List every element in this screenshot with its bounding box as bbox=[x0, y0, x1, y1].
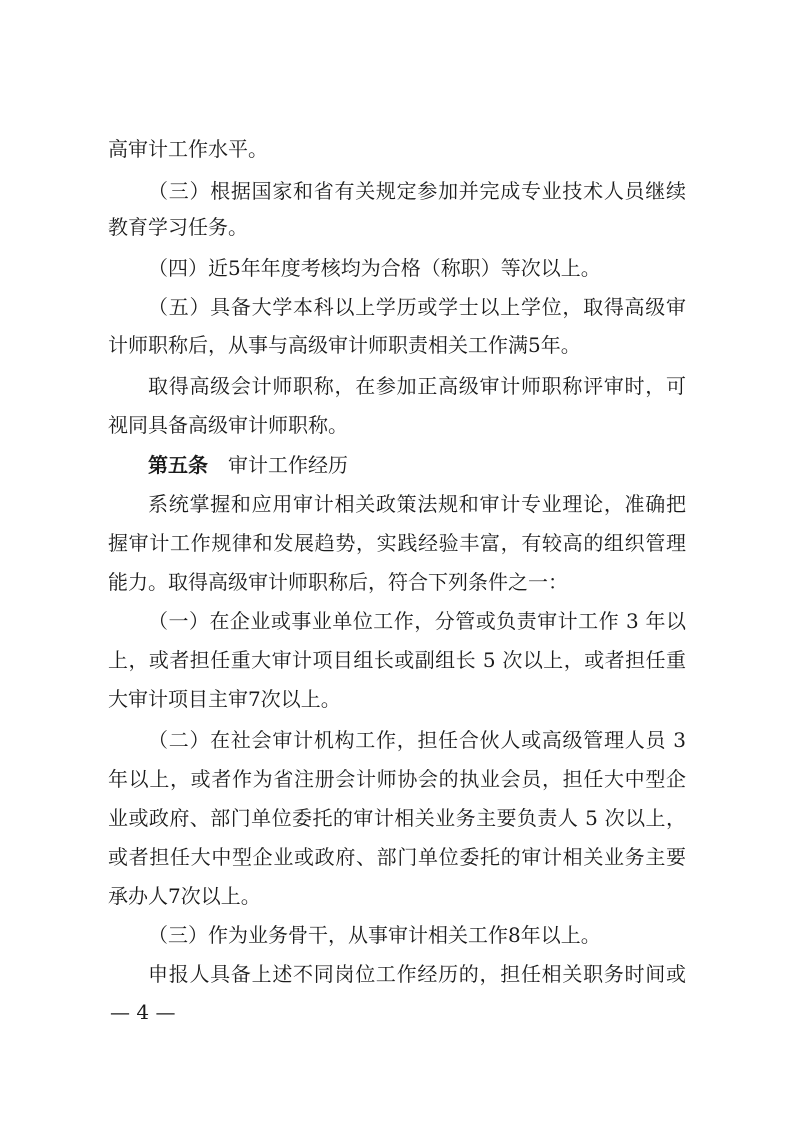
paragraph-line: （三）根据国家和省有关规定参加并完成专业技术人员继续 bbox=[148, 179, 686, 203]
paragraph-line: 取得高级会计师职称，在参加正高级审计师职称评审时，可 bbox=[148, 374, 686, 398]
paragraph-line: 业或政府、部门单位委托的审计相关业务主要负责人 5 次以上， bbox=[108, 806, 686, 830]
paragraph-line: 申报人具备上述不同岗位工作经历的，担任相关职务时间或 bbox=[148, 962, 686, 986]
article-heading bbox=[148, 450, 686, 480]
page-number: — 4 — bbox=[110, 1000, 176, 1024]
paragraph-line: 大审计项目主审7次以上。 bbox=[108, 687, 341, 711]
paragraph-line: （三）作为业务骨干，从事审计相关工作8年以上。 bbox=[148, 923, 601, 947]
paragraph-line: 握审计工作规律和发展趋势，实践经验丰富，有较高的组织管理 bbox=[108, 531, 686, 555]
paragraph-line: 或者担任大中型企业或政府、部门单位委托的审计相关业务主要 bbox=[108, 845, 686, 869]
paragraph-line: 高审计工作水平。 bbox=[108, 137, 268, 161]
paragraph-line: （一）在企业或事业单位工作，分管或负责审计工作 3 年以 bbox=[148, 609, 686, 633]
paragraph-line: （二）在社会审计机构工作，担任合伙人或高级管理人员 3 bbox=[148, 728, 686, 752]
paragraph-line: 承办人7次以上。 bbox=[108, 884, 261, 908]
article-title: 审计工作经历 bbox=[228, 453, 348, 477]
paragraph-line: （五）具备大学本科以上学历或学士以上学位，取得高级审 bbox=[148, 295, 686, 319]
paragraph-line: 上，或者担任重大审计项目组长或副组长 5 次以上，或者担任重 bbox=[108, 648, 686, 672]
paragraph-line: 能力。取得高级审计师职称后，符合下列条件之一： bbox=[108, 570, 568, 594]
paragraph-line: 年以上，或者作为省注册会计师协会的执业会员，担任大中型企 bbox=[108, 767, 686, 791]
paragraph-line: 系统掌握和应用审计相关政策法规和审计专业理论，准确把 bbox=[148, 492, 686, 516]
paragraph-line: 视同具备高级审计师职称。 bbox=[108, 413, 348, 437]
paragraph-line: （四）近5年年度考核均为合格（称职）等次以上。 bbox=[148, 256, 601, 280]
article-number: 第五条 bbox=[148, 453, 208, 477]
paragraph-line: 计师职称后，从事与高级审计师职责相关工作满5年。 bbox=[108, 333, 581, 357]
paragraph-line: 教育学习任务。 bbox=[108, 215, 248, 239]
